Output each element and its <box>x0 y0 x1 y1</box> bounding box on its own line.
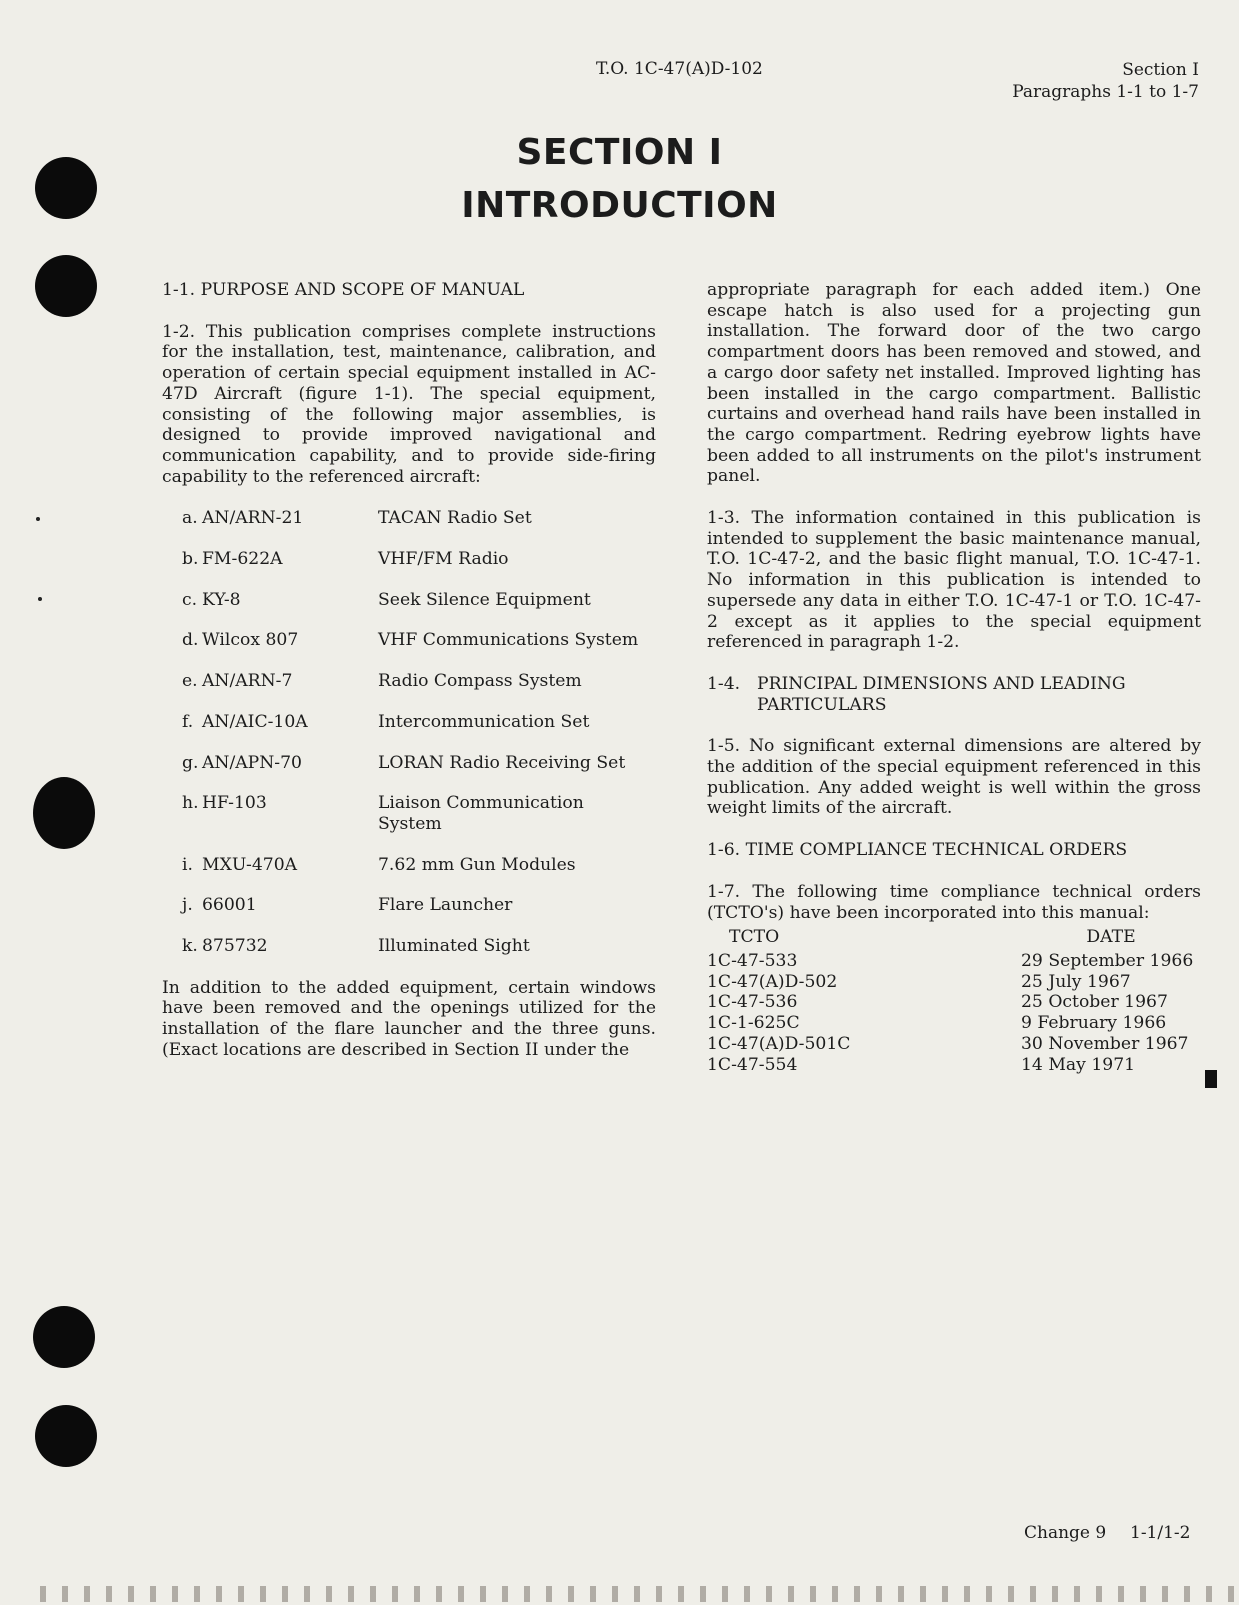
equipment-item: f. AN/AIC-10A Intercommunication Set <box>182 711 590 732</box>
table-row: 1C-47(A)D-501C 30 November 1967 <box>707 1033 1189 1054</box>
binder-hole <box>33 777 95 849</box>
table-row: 1C-47-533 29 September 1966 <box>707 950 1194 971</box>
equipment-item: a. AN/ARN-21 TACAN Radio Set <box>182 508 532 529</box>
equipment-item: j. 66001 Flare Launcher <box>182 895 513 916</box>
to-number: T.O. 1C-47(A)D-102 <box>596 59 763 79</box>
equipment-item: e. AN/ARN-7 Radio Compass System <box>182 671 582 692</box>
equipment-item: c. KY-8 Seek Silence Equipment <box>182 589 591 610</box>
tcto-column-header: TCTO <box>729 927 780 948</box>
scan-artifact <box>40 1586 1239 1602</box>
table-row: 1C-47-554 14 May 1971 <box>707 1054 1136 1075</box>
right-column <box>707 280 1201 1075</box>
paragraph-continued: appropriate paragraph for each added item.) One escape hatch is also used for a projecting gun installation. The forward door of the two cargo compartment doors has been removed and stowed, and a cargo door safety net installed. Improved lighting has been installed in the cargo compartment. Ballistic curtains and overhead hand rails have been installed in the cargo compartment. Redring eyebrow lights have been added to all instruments on the pilot's instrument panel. <box>707 280 1201 487</box>
heading-1-6: 1-6. TIME COMPLIANCE TECHNICAL ORDERS <box>707 840 1128 861</box>
heading-1-1: 1-1. PURPOSE AND SCOPE OF MANUAL <box>162 280 525 300</box>
binder-hole <box>35 1405 97 1467</box>
speck <box>36 517 40 521</box>
heading-1-4: 1-4. PRINCIPAL DIMENSIONS AND LEADING PARTICULARS <box>707 673 1126 715</box>
left-column <box>162 280 656 1061</box>
tcto-table-header <box>707 927 1201 948</box>
tcto-table <box>707 951 1201 1075</box>
table-row: 1C-47(A)D-502 25 July 1967 <box>707 971 1131 992</box>
equipment-list <box>162 508 656 956</box>
paragraphs-range: Paragraphs 1-1 to 1-7 <box>1012 82 1199 102</box>
equipment-item: k. 875732 Illuminated Sight <box>182 936 530 957</box>
paragraph-added-equipment: In addition to the added equipment, certain windows have been removed and the openings utilized for the installation of the flare launcher and the three guns. (Exact locations are described in Section II under the <box>162 977 656 1060</box>
section-header <box>1012 59 1199 103</box>
binder-hole <box>35 255 97 317</box>
equipment-item: h. HF-103 Liaison Communication System <box>182 793 584 834</box>
speck <box>38 597 42 601</box>
change-number: Change 9 <box>1024 1523 1107 1543</box>
paragraph-1-2: 1-2. This publication comprises complete instructions for the installation, test, maintenance, calibration, and operation of certain special equipment installed in AC-47D Aircraft (figure 1-1). The special equipment, consisting of the following major assemblies, is designed to provide improved navigational and communication capability, and to provide side-firing capability to the referenced aircraft: <box>162 321 656 487</box>
binder-hole <box>33 1306 95 1368</box>
equipment-item: i. MXU-470A 7.62 mm Gun Modules <box>182 854 576 875</box>
end-mark <box>1205 1070 1217 1088</box>
equipment-item: b. FM-622A VHF/FM Radio <box>182 549 509 570</box>
paragraph-1-7: 1-7. The following time compliance technical orders (TCTO's) have been incorporated into this manual: <box>707 881 1201 923</box>
section-subtitle: INTRODUCTION <box>461 185 778 226</box>
table-row: 1C-47-536 25 October 1967 <box>707 992 1168 1013</box>
table-row: 1C-1-625C 9 February 1966 <box>707 1013 1167 1034</box>
section-label: Section I <box>1122 60 1199 80</box>
paragraph-1-3: 1-3. The information contained in this publication is intended to supplement the basic maintenance manual, T.O. 1C-47-2, and the basic flight manual, T.O. 1C-47-1. No information in this publication is intended to supersede any data in either T.O. 1C-47-1 or T.O. 1C-47-2 except as it applies to the special equipment referenced in paragraph 1-2. <box>707 508 1201 653</box>
paragraph-1-5: 1-5. No significant external dimensions are altered by the addition of the special equipment referenced in this publication. Any added weight is well within the gross weight limits of the aircraft. <box>707 736 1201 819</box>
page-number: 1-1/1-2 <box>1130 1523 1191 1543</box>
equipment-item: g. AN/APN-70 LORAN Radio Receiving Set <box>182 752 626 773</box>
section-title: SECTION I <box>516 132 723 173</box>
date-column-header: DATE <box>1086 927 1136 948</box>
equipment-item: d. Wilcox 807 VHF Communications System <box>182 630 639 651</box>
